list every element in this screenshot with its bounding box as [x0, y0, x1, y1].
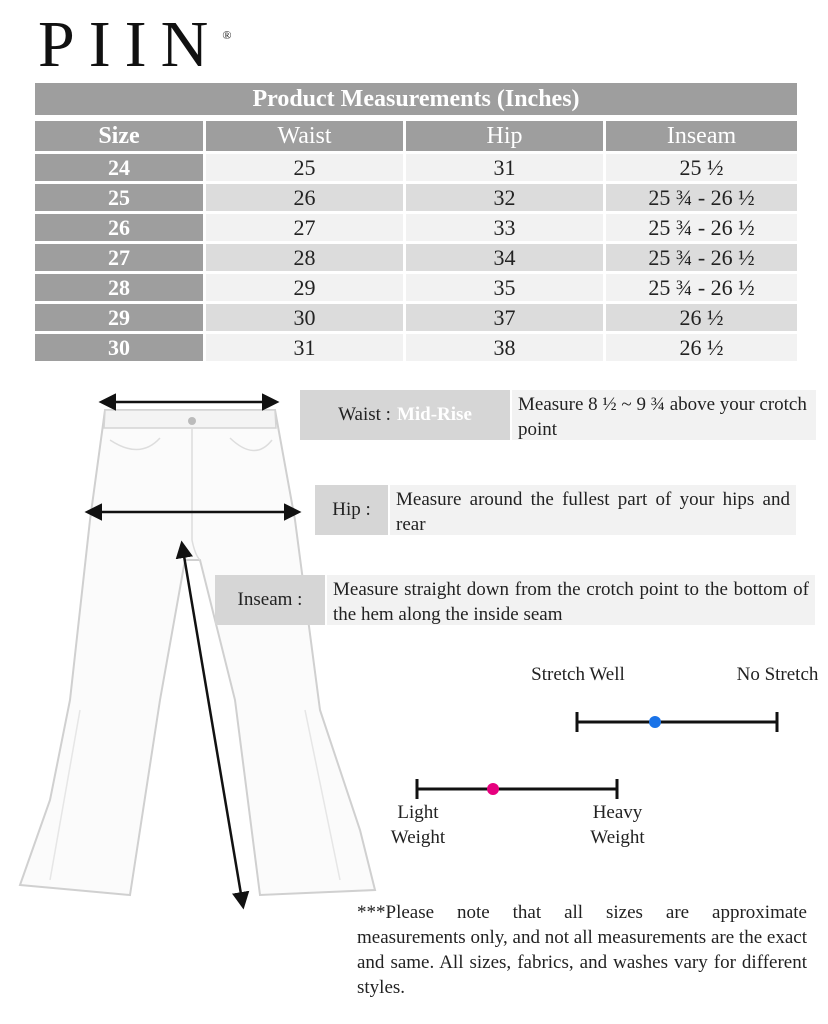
weight-left-label: Light Weight: [390, 802, 446, 848]
hip-cell: 32: [406, 184, 606, 211]
table-row: [35, 154, 797, 181]
rise-label: Mid-Rise: [396, 404, 472, 425]
stretch-right-label: No Stretch: [736, 664, 819, 685]
brand-logo: [38, 8, 232, 81]
hip-cell: 35: [406, 274, 606, 301]
size-cell: 28: [35, 274, 206, 301]
weight-scale: [410, 777, 625, 801]
hip-cell: 31: [406, 154, 606, 181]
inseam-cell: 25 ¾ - 26 ½: [606, 274, 797, 301]
inseam-cell: 25 ½: [606, 154, 797, 181]
waist-cell: 31: [206, 334, 406, 361]
hip-cell: 37: [406, 304, 606, 331]
hip-cell: 33: [406, 214, 606, 241]
header-size: Size: [35, 121, 206, 151]
size-cell: 26: [35, 214, 206, 241]
stretch-level-dot: [649, 716, 661, 728]
pants-illustration: [10, 380, 390, 920]
measurements-table: [35, 118, 797, 364]
hip-cell: 34: [406, 244, 606, 271]
inseam-cell: 25 ¾ - 26 ½: [606, 214, 797, 241]
stretch-scale: [570, 710, 785, 734]
waist-label-cell: [300, 390, 510, 440]
table-header-row: [35, 121, 797, 151]
table-row: [35, 184, 797, 211]
disclaimer-note: ***Please note that all sizes are approximate measurements only, and not all measurements are the exact and same. All sizes, fabrics, and washes vary for different styles.: [357, 902, 807, 998]
hip-label: Hip :: [332, 499, 371, 520]
header-waist: Waist: [206, 121, 406, 151]
brand-name: PIIN: [38, 8, 223, 81]
inseam-cell: 26 ½: [606, 334, 797, 361]
stretch-left-label: Stretch Well: [531, 664, 625, 685]
waist-cell: 25: [206, 154, 406, 181]
waist-description: Measure 8 ½ ~ 9 ¾ above your crotch point: [512, 390, 816, 440]
size-cell: 30: [35, 334, 206, 361]
waist-cell: 26: [206, 184, 406, 211]
header-hip: Hip: [406, 121, 606, 151]
inseam-label: Inseam :: [237, 589, 303, 610]
waist-label: Waist :: [338, 404, 391, 425]
header-inseam: Inseam: [606, 121, 797, 151]
waist-cell: 28: [206, 244, 406, 271]
inseam-cell: 25 ¾ - 26 ½: [606, 184, 797, 211]
table-row: [35, 244, 797, 271]
waist-cell: 30: [206, 304, 406, 331]
size-cell: 29: [35, 304, 206, 331]
hip-cell: 38: [406, 334, 606, 361]
registered-mark: ®: [222, 28, 232, 42]
inseam-cell: 25 ¾ - 26 ½: [606, 244, 797, 271]
weight-right-label: Heavy Weight: [590, 802, 645, 848]
inseam-description: Measure straight down from the crotch point to the bottom of the hem along the inside seam: [327, 575, 815, 625]
table-title: Product Measurements (Inches): [35, 83, 797, 115]
inseam-cell: 26 ½: [606, 304, 797, 331]
table-row: [35, 214, 797, 241]
hip-description: Measure around the fullest part of your hips and rear: [390, 485, 796, 535]
jeans-shape: [20, 410, 375, 895]
inseam-label-cell: [215, 575, 325, 625]
waist-cell: 29: [206, 274, 406, 301]
table-row: [35, 304, 797, 331]
table-row: [35, 274, 797, 301]
size-cell: 25: [35, 184, 206, 211]
weight-level-dot: [487, 783, 499, 795]
hip-label-cell: [315, 485, 388, 535]
size-cell: 24: [35, 154, 206, 181]
size-cell: 27: [35, 244, 206, 271]
table-row: [35, 334, 797, 361]
waist-cell: 27: [206, 214, 406, 241]
